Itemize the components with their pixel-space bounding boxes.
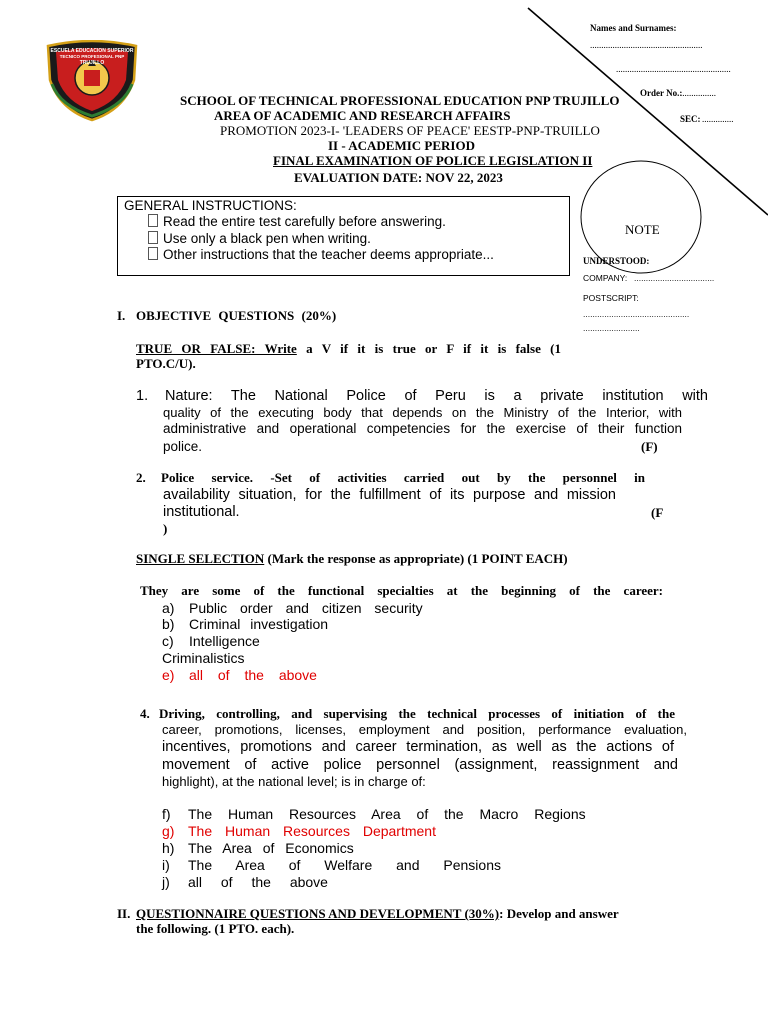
q4-line5: highlight), at the national level; is in charge of: — [162, 774, 426, 789]
option-letter: e) — [162, 667, 175, 683]
header-school: SCHOOL OF TECHNICAL PROFESSIONAL EDUCATION PNP TRUJILLO — [180, 93, 620, 108]
q2-line3: institutional. — [163, 504, 240, 520]
header-promotion: PROMOTION 2023-I- 'LEADERS OF PEACE' EESTP-PNP-TRUILLO — [220, 123, 600, 138]
tf-instruction-2: PTO.C/U). — [136, 356, 196, 371]
company-dots[interactable]: .................................. — [634, 273, 715, 283]
company-label: COMPANY: — [583, 273, 628, 283]
option-text: Criminal investigation — [189, 616, 329, 632]
names-dots-1[interactable]: .................................................. — [590, 40, 703, 50]
option-letter: j) — [162, 874, 170, 890]
header-period: II - ACADEMIC PERIOD — [328, 138, 475, 153]
instruction-item-3 — [148, 247, 494, 262]
tf-rest: a V if it is true or F if it is false (1 — [306, 341, 561, 356]
option-text: Criminalistics — [162, 650, 245, 666]
q3-option-b[interactable] — [162, 616, 328, 632]
q3-option-d[interactable] — [162, 650, 244, 666]
q4-option-g[interactable] — [162, 823, 436, 839]
bullet-icon — [148, 231, 158, 244]
section2-num: II. — [117, 906, 131, 921]
section2-title-rest: : Develop and answer — [499, 906, 619, 921]
option-letter: h) — [162, 840, 175, 856]
section2-title-line2: the following. (1 PTO. each). — [136, 921, 295, 936]
postscript-label: POSTSCRIPT: — [583, 293, 639, 303]
q3-option-e[interactable] — [162, 667, 317, 683]
option-letter: b) — [162, 616, 175, 632]
q1-num: 1. — [136, 388, 149, 404]
q4-option-i[interactable] — [162, 857, 501, 873]
option-text: Public order and citizen security — [189, 600, 423, 616]
q3-stem: They are some of the functional specialties at the beginning of the career: — [140, 583, 663, 598]
q4-option-j[interactable] — [162, 874, 328, 890]
ss-rest: (Mark the response as appropriate) (1 POINT EACH) — [267, 551, 568, 566]
instructions-title: GENERAL INSTRUCTIONS: — [124, 198, 297, 213]
header-area: AREA OF ACADEMIC AND RESEARCH AFFAIRS — [214, 108, 511, 123]
postscript-dots-1[interactable]: ............................................. — [583, 309, 690, 319]
option-letter: g) — [162, 823, 175, 839]
q4-option-h[interactable] — [162, 840, 354, 856]
names-label: Names and Surnames: — [590, 23, 677, 33]
q4-line1: Driving, controlling, and supervising the technical processes of initiation of the — [159, 706, 675, 721]
postscript-dots-2[interactable]: ........................ — [583, 323, 640, 333]
instruction-item-2 — [148, 231, 371, 246]
q2-line2: availability situation, for the fulfillment of its purpose and mission — [163, 487, 616, 503]
header-exam-title: FINAL EXAMINATION OF POLICE LEGISLATION II — [273, 153, 593, 168]
q4-line3: incentives, promotions and career termination, as well as the actions of — [162, 739, 674, 755]
tf-instruction — [136, 341, 561, 357]
option-text: Intelligence — [189, 633, 260, 649]
svg-text:ESCUELA EDUCACION SUPERIOR: ESCUELA EDUCACION SUPERIOR — [50, 48, 134, 54]
order-label: Order No.: — [640, 88, 683, 98]
instruction-text: Read the entire test carefully before answering. — [163, 214, 446, 229]
instruction-item-1 — [148, 214, 446, 229]
understood-label: UNDERSTOOD: — [583, 256, 650, 266]
q1-answer[interactable]: (F) — [641, 439, 658, 454]
header-eval-date: EVALUATION DATE: NOV 22, 2023 — [294, 170, 503, 185]
q1-line4: police. — [163, 439, 203, 454]
option-letter: i) — [162, 857, 170, 873]
instruction-text: Other instructions that the teacher deems appropriate... — [163, 247, 494, 262]
option-text: all of the above — [188, 874, 328, 890]
tf-label: TRUE OR FALSE: Write — [136, 341, 297, 356]
q2-answer-close: ) — [163, 521, 168, 536]
section2-title — [136, 906, 619, 922]
q4-line2: career, promotions, licenses, employment and position, performance evaluation, — [162, 722, 687, 737]
option-text: The Area of Welfare and Pensions — [188, 857, 501, 873]
q2-line1: Police service. -Set of activities carried out by the personnel in — [161, 470, 645, 485]
q2-answer[interactable]: (F — [651, 505, 664, 520]
q3-option-a[interactable] — [162, 600, 423, 616]
q3-option-c[interactable] — [162, 633, 260, 649]
bullet-icon — [148, 247, 158, 260]
note-label: NOTE — [625, 222, 660, 237]
names-dots-2[interactable]: ................................................... — [616, 64, 731, 74]
q4-num: 4. — [140, 706, 150, 721]
option-letter: c) — [162, 633, 174, 649]
school-logo — [44, 40, 140, 122]
q1-line1: Nature: The National Police of Peru is a private institution with — [165, 388, 708, 404]
svg-text:TECNICO PROFESIONAL PNP: TECNICO PROFESIONAL PNP — [59, 54, 125, 59]
q1-line3: administrative and operational competencies for the exercise of their function — [163, 421, 682, 436]
svg-text:TRUJILLO: TRUJILLO — [79, 60, 105, 66]
sec-dots[interactable]: .............. — [702, 114, 734, 124]
ss-label: SINGLE SELECTION — [136, 551, 265, 566]
q4-line4: movement of active police personnel (assignment, reassignment and — [162, 757, 678, 773]
section1-title: OBJECTIVE QUESTIONS (20%) — [136, 308, 337, 323]
section2-title-underlined: QUESTIONNAIRE QUESTIONS AND DEVELOPMENT (30%) — [136, 906, 500, 921]
q2-num: 2. — [136, 470, 146, 485]
option-letter: f) — [162, 806, 171, 822]
bullet-icon — [148, 214, 158, 227]
q4-option-f[interactable] — [162, 806, 607, 822]
instruction-text: Use only a black pen when writing. — [163, 231, 371, 246]
section1-num: I. — [117, 308, 126, 323]
option-letter: a) — [162, 600, 175, 616]
sec-label: SEC: — [680, 114, 701, 124]
option-text: The Area of Economics — [188, 840, 354, 856]
option-text: all of the above — [189, 667, 317, 683]
option-text: The Human Resources Department — [188, 823, 436, 839]
order-dots[interactable]: ................ — [680, 88, 716, 98]
single-selection-instruction — [136, 551, 568, 567]
q1-line2: quality of the executing body that depends on the Ministry of the Interior, with — [163, 405, 682, 420]
option-text: The Human Resources Area of the Macro Regions — [188, 806, 586, 822]
